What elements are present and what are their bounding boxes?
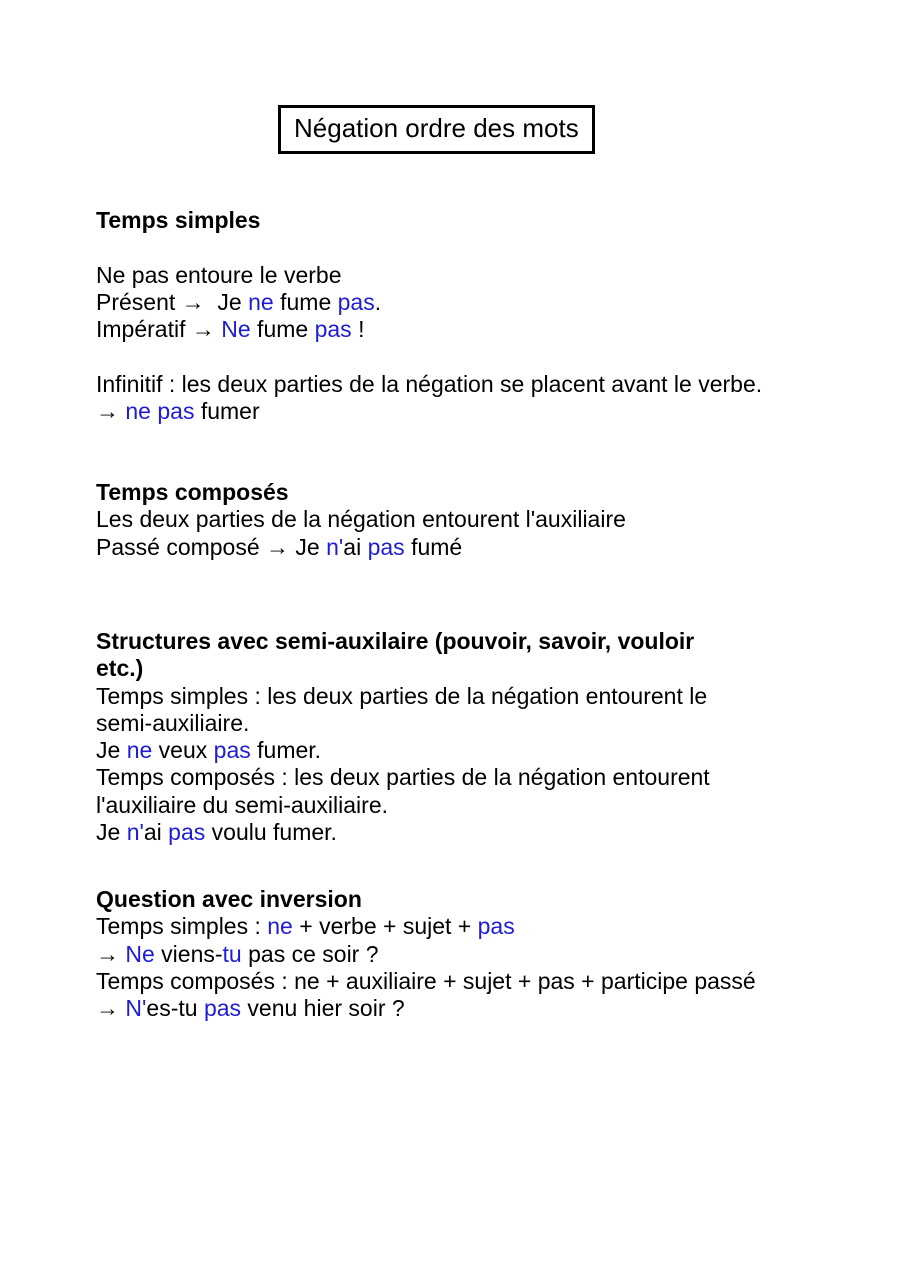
- text-segment: etc.): [96, 655, 144, 682]
- section-heading: [96, 479, 871, 506]
- text-segment: fume: [250, 316, 315, 343]
- text-segment: venu hier soir ?: [241, 995, 405, 1022]
- negation-highlight-text: ne pas: [125, 398, 195, 425]
- text-segment: Temps simples: [96, 207, 261, 233]
- text-segment: !: [351, 316, 365, 343]
- negation-highlight-text: n': [126, 819, 144, 846]
- text-line: [96, 764, 871, 791]
- text-line: [96, 792, 871, 819]
- text-segment: Ne pas entoure le verbe: [96, 261, 342, 288]
- text-line: [96, 913, 871, 940]
- document-title-box: [278, 105, 595, 154]
- text-segment: .: [374, 288, 382, 315]
- text-segment: Structures avec semi-auxilaire (pouvoir, savoir, vouloir: [96, 628, 695, 654]
- text-segment: →: [96, 398, 126, 425]
- text-line: [96, 289, 871, 316]
- text-line: [96, 371, 871, 398]
- text-segment: viens-: [154, 940, 223, 967]
- text-segment: →: [96, 940, 126, 967]
- text-segment: Temps composés : les deux parties de la négation entourent: [96, 764, 710, 791]
- text-segment: fumé: [404, 533, 463, 560]
- text-segment: es-tu: [146, 995, 204, 1022]
- text-line: [96, 316, 871, 343]
- negation-highlight-text: pas: [337, 288, 375, 315]
- text-segment: Temps composés: [96, 479, 289, 505]
- text-segment: fumer.: [250, 737, 322, 764]
- text-segment: l'auxiliaire du semi-auxiliaire.: [96, 791, 389, 818]
- blank-line: [96, 343, 871, 370]
- text-line: [96, 534, 871, 561]
- text-line: [96, 262, 871, 289]
- text-segment: Infinitif : les deux parties de la négation se placent avant le verbe.: [96, 370, 763, 397]
- negation-highlight-text: pas: [314, 316, 352, 343]
- text-segment: pas ce soir ?: [241, 940, 379, 967]
- negation-highlight-text: ne: [267, 913, 293, 940]
- negation-highlight-text: pas: [477, 913, 515, 940]
- section-heading: [96, 655, 871, 682]
- section-temps-simples: [96, 207, 871, 425]
- text-segment: ai: [343, 533, 368, 560]
- text-line: [96, 737, 871, 764]
- text-line: [96, 819, 871, 846]
- section-structures-semi-auxiliaire: [96, 628, 871, 846]
- text-segment: Présent → Je: [96, 288, 249, 315]
- text-line: [96, 941, 871, 968]
- negation-highlight-text: Ne: [125, 940, 155, 967]
- text-line: [96, 398, 871, 425]
- text-segment: Je: [96, 737, 127, 764]
- negation-highlight-text: N': [125, 995, 147, 1022]
- section-heading: [96, 886, 871, 913]
- negation-highlight-text: pas: [203, 995, 242, 1022]
- section-heading: [96, 207, 871, 234]
- section-heading: [96, 628, 871, 655]
- negation-highlight-text: ne: [126, 737, 153, 764]
- negation-highlight-text: pas: [213, 737, 251, 764]
- text-segment: fume: [273, 288, 338, 315]
- text-segment: + verbe + sujet +: [292, 913, 478, 940]
- negation-highlight-text: pas: [367, 533, 405, 560]
- text-segment: →: [96, 995, 126, 1022]
- document-title: Négation ordre des mots: [294, 113, 579, 143]
- negation-highlight-text: n': [326, 533, 344, 560]
- text-segment: voulu fumer.: [205, 819, 337, 846]
- text-segment: Impératif →: [96, 316, 222, 343]
- text-segment: ai: [143, 819, 169, 846]
- text-segment: Je: [96, 819, 127, 846]
- blank-line: [96, 234, 871, 261]
- text-segment: semi-auxiliaire.: [96, 709, 250, 736]
- text-segment: Passé composé → Je: [96, 533, 327, 560]
- text-segment: Temps simples :: [96, 913, 268, 940]
- text-segment: Temps simples : les deux parties de la négation entourent le: [96, 682, 708, 709]
- text-line: [96, 995, 871, 1022]
- section-question-avec-inversion: [96, 886, 871, 1022]
- text-segment: Les deux parties de la négation entourent l'auxiliaire: [96, 506, 626, 533]
- text-segment: Temps composés : ne + auxiliaire + sujet + pas + participe passé: [96, 967, 756, 994]
- text-segment: Question avec inversion: [96, 886, 362, 912]
- text-segment: fumer: [194, 398, 260, 425]
- negation-highlight-text: tu: [222, 940, 242, 967]
- negation-highlight-text: ne: [248, 288, 274, 315]
- section-temps-composes: [96, 479, 871, 561]
- text-line: [96, 506, 871, 533]
- negation-highlight-text: pas: [168, 819, 206, 846]
- negation-highlight-text: Ne: [221, 316, 251, 343]
- text-line: [96, 710, 871, 737]
- text-line: [96, 683, 871, 710]
- text-line: [96, 968, 871, 995]
- text-segment: veux: [152, 737, 214, 764]
